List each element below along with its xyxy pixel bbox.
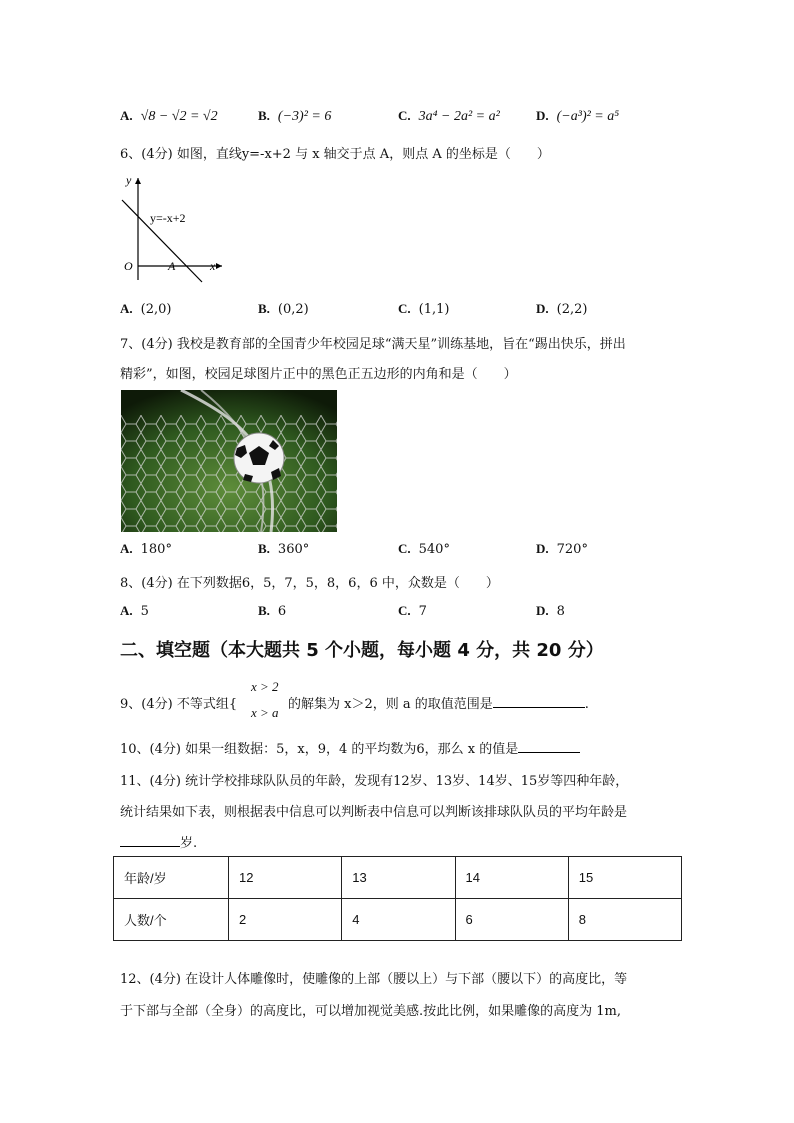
q9-suffix: 的解集为 x＞2，则 a 的取值范围是 . <box>288 697 589 712</box>
q11-line1: 11、(4分) 统计学校排球队队员的年龄，发现有12岁、13岁、14岁、15岁等四种年龄， <box>120 774 629 789</box>
table-row <box>114 857 682 899</box>
table-cell: 4 <box>342 899 455 941</box>
soccer-ball-photo <box>121 390 337 532</box>
q6-stem: 6、(4分) 如图，直线y=-x+2 与 x 轴交于点 A，则点 A 的坐标是（ ） <box>120 147 550 162</box>
q6-option-d: D. (2,2) <box>536 301 588 317</box>
q9-answer-blank[interactable] <box>493 707 585 708</box>
q7-option-a-text: 180° <box>140 542 172 557</box>
q5-option-c: C. 3a⁴ − 2a² = a² <box>398 108 500 124</box>
q7-option-d-text: 720° <box>556 542 588 557</box>
q10-stem: 10、(4分) 如果一组数据：5，x，9，4 的平均数为6，那么 x 的值是 <box>120 738 580 757</box>
q7-stem-line1: 7、(4分) 我校是教育部的全国青少年校园足球“满天星”训练基地，旨在“踢出快乐，拼出 <box>120 337 626 352</box>
q6-graph-origin-label: O <box>124 259 133 273</box>
q5-option-a-text: √8 − √2 = √2 <box>140 109 218 124</box>
table-cell: 13 <box>342 857 455 899</box>
q5-option-d-text: (−a³)² = a⁵ <box>556 109 620 124</box>
q6-option-a: A. (2,0) <box>120 301 172 317</box>
q8-option-a-text: 5 <box>140 604 149 619</box>
table-row <box>114 899 682 941</box>
q9-prefix: 9、(4分) 不等式组{ <box>120 697 238 712</box>
q7-stem-line2: 精彩”，如图，校园足球图片正中的黑色正五边形的内角和是（ ） <box>120 367 517 382</box>
q6-option-c: C. (1,1) <box>398 301 450 317</box>
q8-stem: 8、(4分) 在下列数据6，5，7，5，8，6，6 中，众数是（ ） <box>120 576 499 591</box>
q7-option-a: A. 180° <box>120 541 172 557</box>
q8-option-b: B. 6 <box>258 603 287 619</box>
q8-option-d: D. 8 <box>536 603 565 619</box>
q5-option-a: A. √8 − √2 = √2 <box>120 108 218 124</box>
q12-line2: 于下部与全部（全身）的高度比，可以增加视觉美感.按此比例，如果雕像的高度为 1m, <box>120 1004 621 1019</box>
q12-line1: 12、(4分) 在设计人体雕像时，使雕像的上部（腰以上）与下部（腰以下）的高度比，等 <box>120 972 628 987</box>
q7-option-d: D. 720° <box>536 541 588 557</box>
q8-option-c-text: 7 <box>418 604 427 619</box>
table-header-age: 年龄/岁 <box>114 857 229 899</box>
q8-option-b-text: 6 <box>277 604 287 619</box>
q6-option-d-text: (2,2) <box>556 302 588 317</box>
q8-option-a: A. 5 <box>120 603 149 619</box>
q9-inequality-2: x > a <box>251 705 279 720</box>
q5-option-b: B. (−3)² = 6 <box>258 108 332 124</box>
q6-option-a-text: (2,0) <box>140 302 172 317</box>
table-cell: 14 <box>455 857 568 899</box>
q8-option-d-text: 8 <box>556 604 565 619</box>
q8-option-c: C. 7 <box>398 603 427 619</box>
table-cell: 12 <box>229 857 342 899</box>
q5-option-d: D. (−a³)² = a⁵ <box>536 108 620 124</box>
q7-option-b-text: 360° <box>277 542 310 557</box>
q6-graph-line-label: y=-x+2 <box>150 211 186 225</box>
q6-graph-y-label: y <box>126 173 132 187</box>
table-header-count: 人数/个 <box>114 899 229 941</box>
q11-line2: 统计结果如下表，则根据表中信息可以判断表中信息可以判断该排球队队员的平均年龄是 <box>120 805 628 820</box>
q7-option-b: B. 360° <box>258 541 310 557</box>
table-cell: 2 <box>229 899 342 941</box>
table-cell: 8 <box>568 899 681 941</box>
q6-graph <box>112 170 232 290</box>
q6-option-b-text: (0,2) <box>277 302 309 317</box>
q7-option-c-text: 540° <box>418 542 450 557</box>
q6-graph-x-label: x <box>210 259 216 273</box>
section-2-title: 二、填空题（本大题共 5 个小题，每小题 4 分，共 20 分） <box>120 640 604 661</box>
age-count-table <box>113 856 682 941</box>
q7-option-c: C. 540° <box>398 541 450 557</box>
q5-option-b-text: (−3)² = 6 <box>277 109 332 124</box>
q6-option-c-text: (1,1) <box>418 302 450 317</box>
table-cell: 15 <box>568 857 681 899</box>
q5-option-c-text: 3a⁴ − 2a² = a² <box>418 109 500 124</box>
q11-line3: 岁. <box>120 832 197 851</box>
q6-option-b: B. (0,2) <box>258 301 309 317</box>
table-cell: 6 <box>455 899 568 941</box>
q10-answer-blank[interactable] <box>518 752 580 753</box>
q9-inequality-1: x > 2 <box>251 679 279 694</box>
q6-graph-point-label: A <box>168 259 176 273</box>
q11-answer-blank[interactable] <box>120 846 180 847</box>
